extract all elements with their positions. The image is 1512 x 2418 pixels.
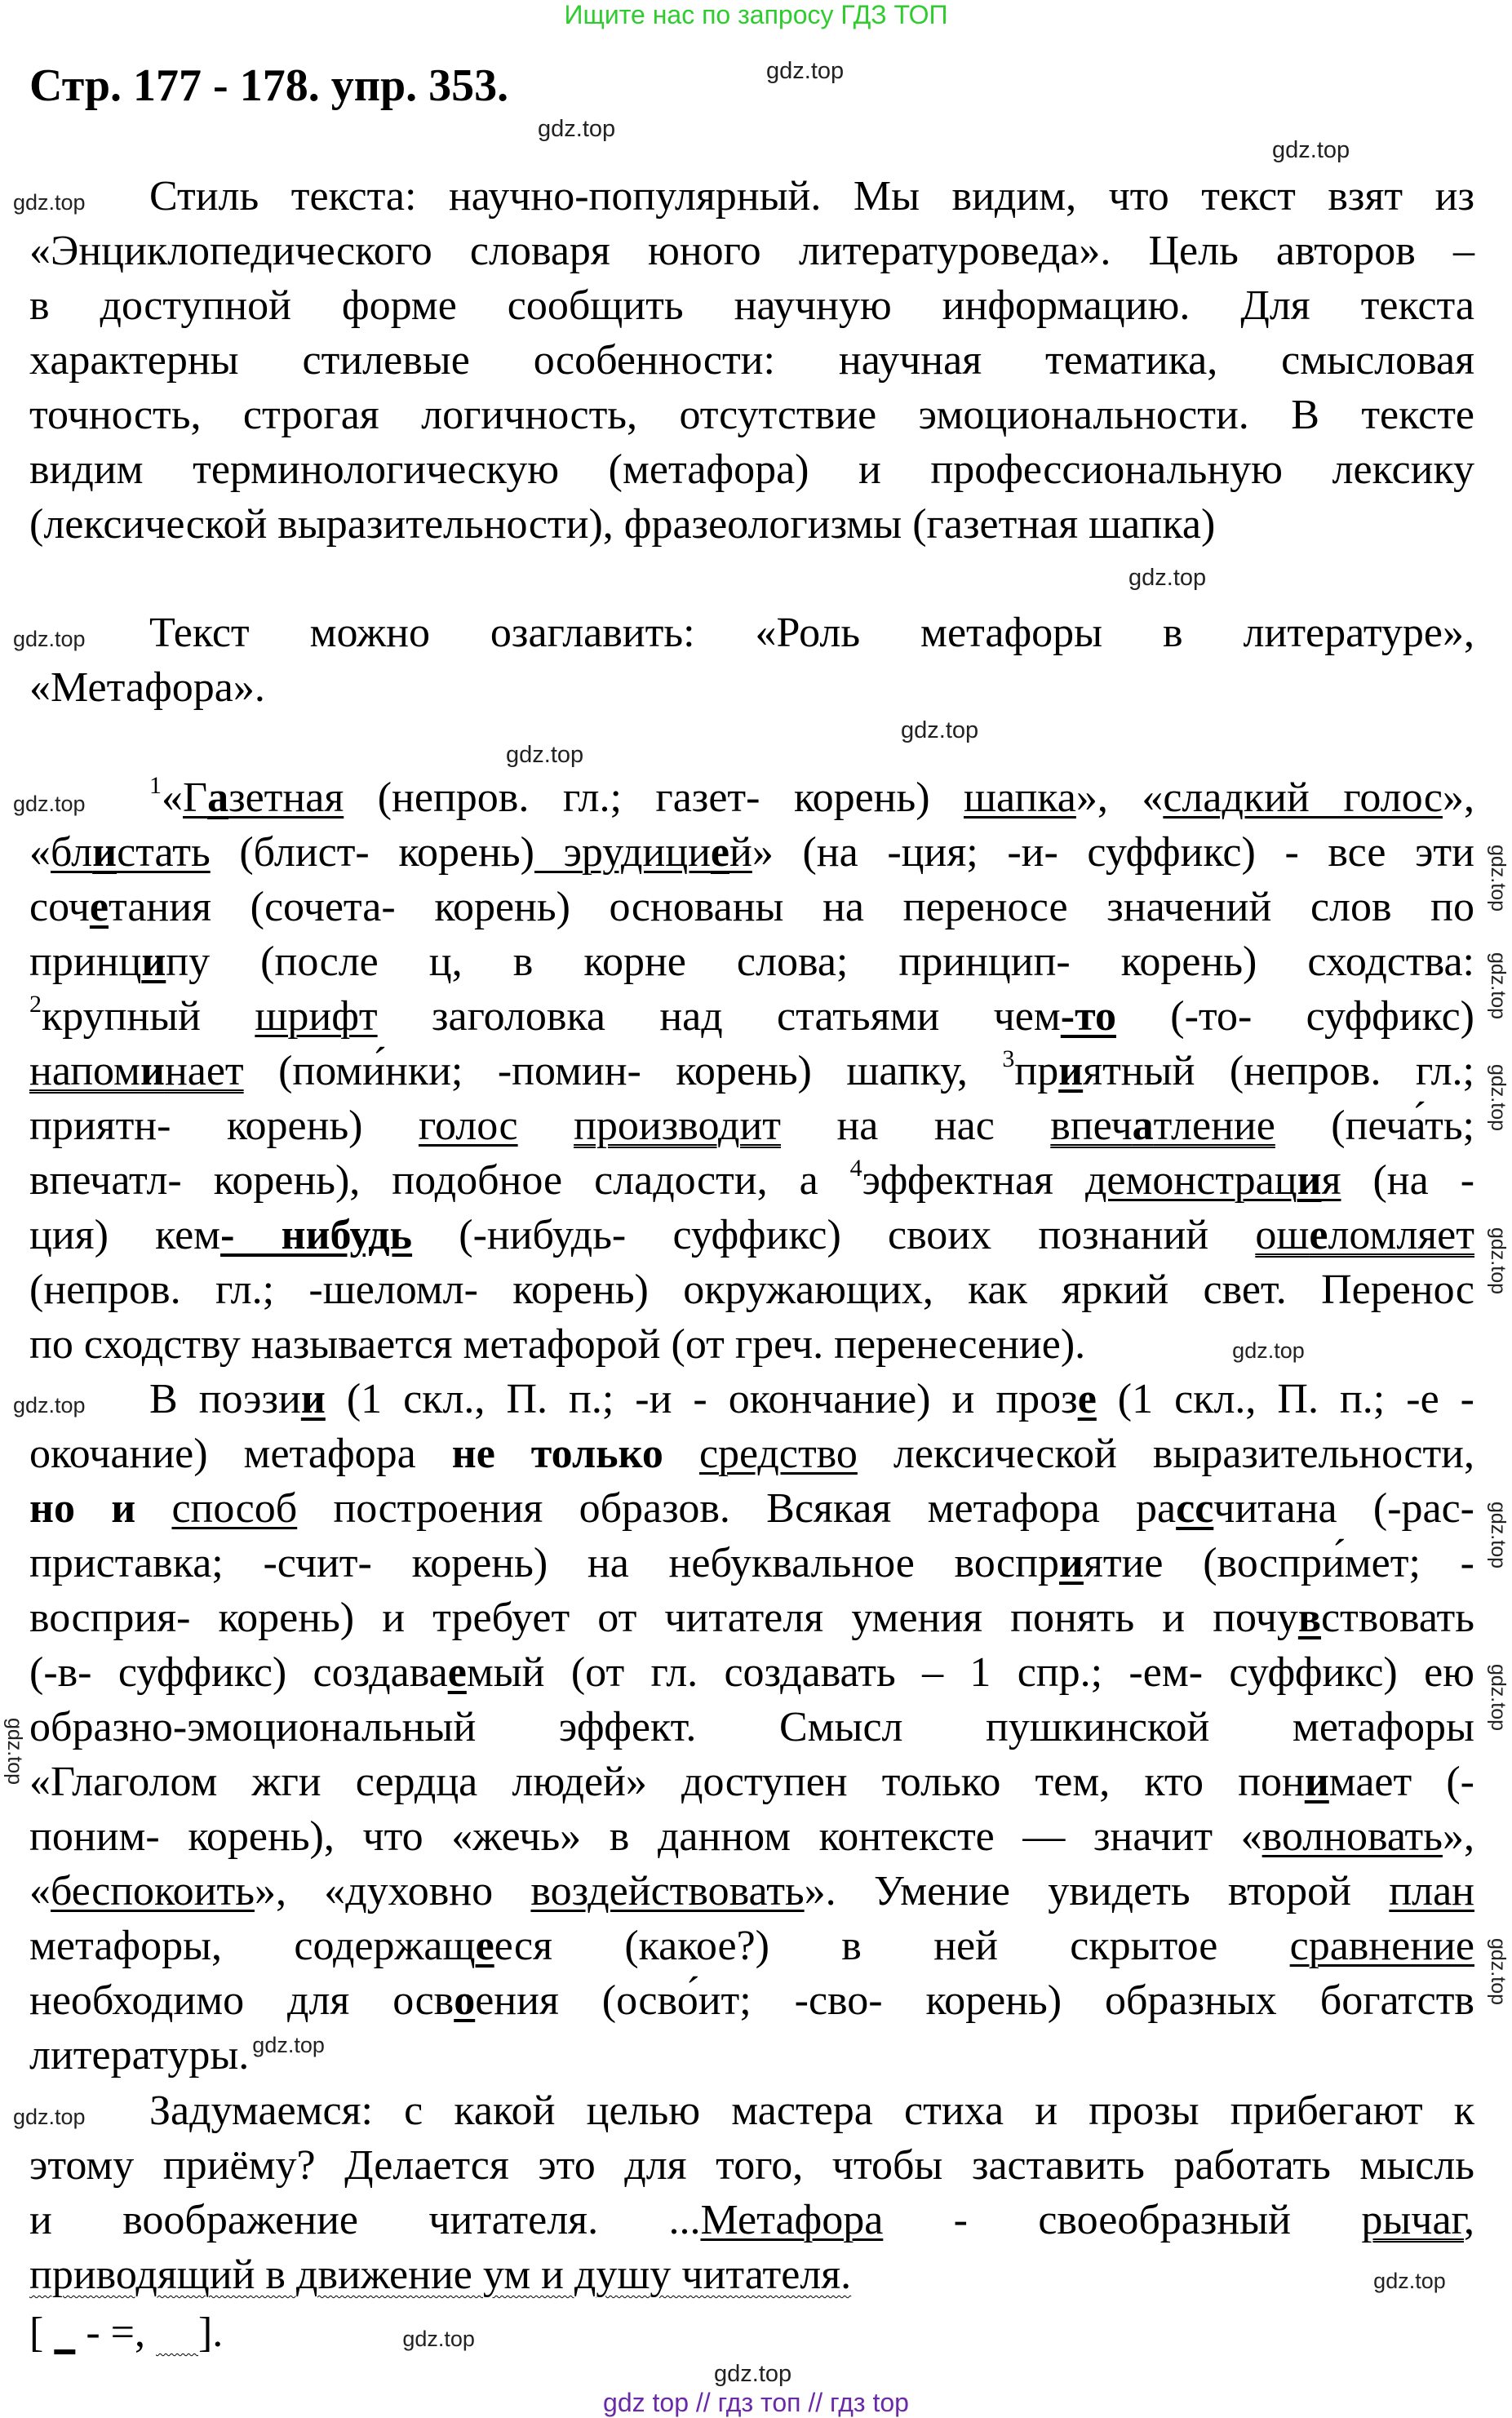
marked-text: эрудици [534,829,711,876]
paragraph-indent [13,169,149,230]
marked-text: средство [698,1431,858,1477]
marked-text: о [454,1977,476,2024]
marked-text: Г [183,774,208,821]
text-segment: [ [29,2309,55,2356]
watermark: gdz.top [1232,1338,1305,1363]
marked-text: -то [1060,993,1116,1040]
marked-text: е [1077,1376,1097,1422]
marked-text: воздействовать [530,1868,805,1914]
marked-text: нает [164,1048,244,1094]
text-segment: восприя- корень) и требует от читателя умения понять и почу [29,1595,1298,1641]
marked-text: е [447,1649,467,1696]
marked-text: й [729,829,752,876]
marked-text: шапка [964,774,1076,821]
text-segment: « [29,829,51,876]
marked-text: ош [1255,1212,1310,1258]
text-line [29,1919,1474,1973]
text-segment: ятие (воспри́мет; - [1083,1540,1474,1586]
text-line [29,1426,1474,1481]
paragraph-indent [13,770,149,832]
text-segment: лексической выразительности, [857,1431,1474,1477]
text-line [29,278,1474,333]
footnote-marker: 2 [29,991,42,1018]
text-line [13,169,1474,224]
text-segment: », «духовно [254,1868,531,1914]
marked-text: впеч [1050,1103,1133,1149]
text-segment: ». Умение увидеть второй [804,1868,1390,1914]
text-segment: принц [29,938,142,985]
marked-text: и [1058,1540,1084,1586]
marked-text: волновать [1261,1813,1443,1860]
text-segment: ятный (непров. гл.; [1083,1048,1474,1094]
text-segment: мый (от гл. создавать – 1 спр.; -ем- суффикс) ею [466,1649,1475,1696]
sentence-scheme [29,2305,1474,2360]
text-segment: окочание) метафора [29,1431,452,1477]
watermark: gdz.top [766,58,845,84]
watermark: gdz.top [3,1718,26,1786]
text-line [13,1372,1474,1426]
text-segment: Задумаемся: с какой целью мастера стиха и прозы прибегают к [149,2087,1474,2134]
watermark: gdz.top [13,792,86,816]
text-line [13,2083,1474,2138]
marked-text: е [710,829,729,876]
marked-text: е [475,1923,494,1969]
text-line [29,1098,1474,1153]
watermark: gdz.top [506,742,584,768]
watermark: gdz.top [714,2361,792,2387]
text-line [29,1755,1474,1809]
marked-text: приводящий в движение ум и душу читателя. [29,2252,852,2298]
text-line [29,1153,1474,1208]
watermark: gdz.top [13,627,86,651]
text-segment: характерны стилевые особенности: научная тематика, смысловая [29,337,1474,384]
text-line [29,2138,1474,2193]
marked-text: напом [29,1048,140,1094]
paragraph-word-analysis [13,770,1475,1372]
text-line [29,2028,1474,2083]
text-segment: (на - [1341,1157,1475,1204]
text-segment: образно-эмоциональный эффект. Смысл пушкинской метафоры [29,1704,1474,1750]
text-line [13,770,1474,825]
text-segment: еся (какое?) в ней скрытое [494,1923,1290,1969]
marked-text: а [207,774,229,821]
text-segment: « [162,774,183,821]
paragraph-indent [13,606,149,667]
text-segment: ]. [197,2309,224,2356]
marked-text: производит [574,1103,781,1149]
watermark: gdz.top [402,2327,475,2351]
text-segment: «Глаголом жги сердца людей» доступен только тем, кто пон [29,1759,1305,1805]
page-title: Стр. 177 - 178. упр. 353. [29,60,509,111]
footnote-marker: 4 [849,1155,862,1182]
search-banner[interactable]: Ищите нас по запросу ГДЗ ТОП [564,0,948,29]
text-line [29,2247,1474,2302]
marked-text: план [1389,1868,1474,1914]
text-line [29,497,1474,552]
text-segment: , [1464,2197,1474,2243]
marked-text: шрифт [255,993,378,1040]
marked-text: е [89,884,109,930]
marked-text: голос [418,1103,518,1149]
marked-text: но и [29,1485,136,1532]
marked-text: и [141,938,166,985]
marked-text: и [92,829,118,876]
marked-text: и [1058,1048,1084,1094]
text-segment: - своеобразный [883,2197,1362,2243]
text-line [29,2305,1474,2360]
watermark: gdz.top [13,190,86,215]
text-segment: пу (после ц, в корне слова; принцип- корень) сходства: [166,938,1474,985]
marked-text: беспокоить [51,1868,255,1914]
marked-text [156,2309,198,2356]
text-line [29,1481,1474,1536]
text-segment: (-то- суффикс) [1115,993,1475,1040]
marked-text [54,2309,75,2356]
text-segment: Текст можно озаглавить: «Роль метафоры в литературе», [149,610,1474,656]
marked-text: и [1304,1759,1329,1805]
watermark: gdz.top [1487,1227,1510,1295]
text-line [29,1864,1474,1919]
marked-text: бл [51,829,93,876]
text-segment: ствовать [1320,1595,1474,1641]
text-segment: Стиль текста: научно-популярный. Мы видим, что текст взят из [149,173,1474,220]
marked-text: зетная [228,774,344,821]
watermark: gdz.top [901,717,979,743]
text-segment: (1 скл., П. п.; -и - окончание) и проз [325,1376,1078,1422]
text-segment: пр [1014,1048,1059,1094]
marked-text: и [140,1048,165,1094]
text-segment: приятн- корень) [29,1103,419,1149]
text-segment [135,1485,171,1532]
text-line [29,1317,1474,1372]
marked-text: сладкий голос [1163,774,1443,821]
text-segment: впечатл- корень), подобное сладости, а [29,1157,850,1204]
text-segment: (-в- суффикс) создава [29,1649,448,1696]
text-segment: - =, [75,2309,156,2356]
text-segment: видим терминологическую (метафора) и профессиональную лексику [29,446,1474,493]
text-line [29,1645,1474,1700]
text-line [29,2193,1474,2247]
text-segment [663,1431,699,1477]
marked-text: демонстрац [1084,1157,1297,1204]
marked-text: ломляет [1328,1212,1474,1258]
watermark: gdz.top [538,116,616,142]
text-segment: по сходству называется метафорой (от греч. перенесение). [29,1321,1086,1368]
text-line [29,1700,1474,1755]
marked-text: а [1132,1103,1154,1149]
text-line [29,660,1474,715]
text-segment: построения образов. Всякая метафора ра [297,1485,1177,1532]
text-segment [518,1103,574,1149]
text-segment: мает (- [1328,1759,1474,1805]
text-line [29,934,1474,989]
text-segment: », [1443,1813,1474,1860]
marked-text: е [1309,1212,1328,1258]
marked-text: не только [451,1431,663,1477]
marked-text: стать [117,829,211,876]
watermark: gdz.top [1373,2269,1446,2293]
marked-text: способ [171,1485,298,1532]
watermark: gdz.top [13,2105,86,2129]
text-segment: эффектная [862,1157,1085,1204]
text-line [29,880,1474,934]
text-segment: поним- корень), что «жечь» в данном контексте — значит « [29,1813,1262,1860]
text-segment: (непров. гл.; газет- корень) [344,774,964,821]
text-line [29,1208,1474,1262]
text-segment: (непров. гл.; -шеломл- корень) окружающих, как яркий свет. Перенос [29,1267,1474,1313]
text-segment: «Энциклопедического словаря юного литературоведа». Цель авторов – [29,228,1474,274]
text-segment: », « [1075,774,1164,821]
marked-text: тление [1153,1103,1275,1149]
text-line [29,1591,1474,1645]
watermark: gdz.top [252,2033,325,2057]
text-segment: крупный [42,993,255,1040]
text-segment: » (на -ция; -и- суффикс) - все эти [752,829,1474,876]
text-segment: заголовка над статьями чем [377,993,1061,1040]
text-segment: (блист- корень) [210,829,534,876]
marked-text: - нибудь [220,1212,413,1258]
text-segment: « [29,1868,51,1914]
paragraph-title-options [13,606,1474,715]
text-segment: и воображение читателя. ... [29,2197,701,2243]
paragraph-poetry-metaphor [13,1372,1475,2083]
text-segment: », [1443,774,1474,821]
text-segment: на нас [781,1103,1051,1149]
marked-text: Метафора [700,2197,884,2243]
marked-text: рычаг [1361,2197,1464,2243]
watermark: gdz.top [1487,1938,1510,2006]
watermark: gdz.top [1487,1064,1510,1132]
marked-text: я [1321,1157,1341,1204]
text-segment: необходимо для осв [29,1977,454,2024]
text-line [29,989,1474,1044]
text-line [29,1262,1474,1317]
text-segment: тания (сочета- корень) основаны на переносе значений слов по [108,884,1474,930]
footnote-marker: 3 [1002,1045,1015,1072]
text-segment: приставка; -счит- корень) на небуквальное воспр [29,1540,1059,1586]
text-segment: ения (осво́ит; -сво- корень) образных богатств [475,1977,1474,2024]
watermark: gdz.top [1487,1664,1510,1732]
text-line [29,1044,1474,1098]
watermark: gdz.top [1487,952,1510,1020]
text-line [29,1536,1474,1591]
text-segment: этому приёму? Делается это для того, чтобы заставить работать мысль [29,2142,1474,2189]
text-segment: (-нибудь- суффикс) своих познаний [412,1212,1256,1258]
footnote-marker: 1 [149,772,162,799]
text-line [29,442,1474,497]
text-line [13,606,1474,660]
paragraph-indent [13,1372,149,1433]
text-segment: «Метафора». [29,664,265,711]
text-segment: (поми́нки; -помин- корень) шапку, [243,1048,1003,1094]
text-line [29,1809,1474,1864]
text-segment: точность, строгая логичность, отсутствие эмоциональности. В тексте [29,392,1474,438]
watermark: gdz.top [1487,1502,1510,1569]
marked-text: сравнение [1289,1923,1474,1969]
watermark: gdz.top [1128,565,1207,591]
text-segment: читана (-рас- [1213,1485,1474,1532]
text-line [29,224,1474,278]
text-segment: метафоры, содержащ [29,1923,476,1969]
text-segment: (лексической выразительности), фразеологизмы (газетная шапка) [29,501,1216,548]
text-segment: (1 скл., П. п.; -е - [1096,1376,1474,1422]
text-segment: соч [29,884,90,930]
watermark: gdz.top [13,1393,86,1418]
footer-links[interactable]: gdz top // гдз топ // гдз top [603,2388,909,2417]
watermark: gdz.top [1272,137,1350,163]
text-line [29,825,1474,880]
text-line [29,388,1474,442]
paragraph-indent [13,2083,149,2145]
marked-text: и [300,1376,326,1422]
marked-text: сс [1176,1485,1214,1532]
marked-text: в [1297,1595,1321,1641]
text-segment: ция) кем [29,1212,221,1258]
paragraph-conclusion [13,2083,1474,2302]
text-segment: литературы. [29,2032,250,2079]
text-line [29,333,1474,388]
text-segment: В поэзи [149,1376,301,1422]
text-segment: в доступной форме сообщить научную информацию. Для текста [29,282,1474,329]
watermark: gdz.top [1487,845,1510,912]
text-segment: (печа́ть; [1275,1103,1474,1149]
marked-text: и [1297,1157,1322,1204]
text-line [29,1973,1474,2028]
paragraph-style-analysis [13,169,1474,552]
